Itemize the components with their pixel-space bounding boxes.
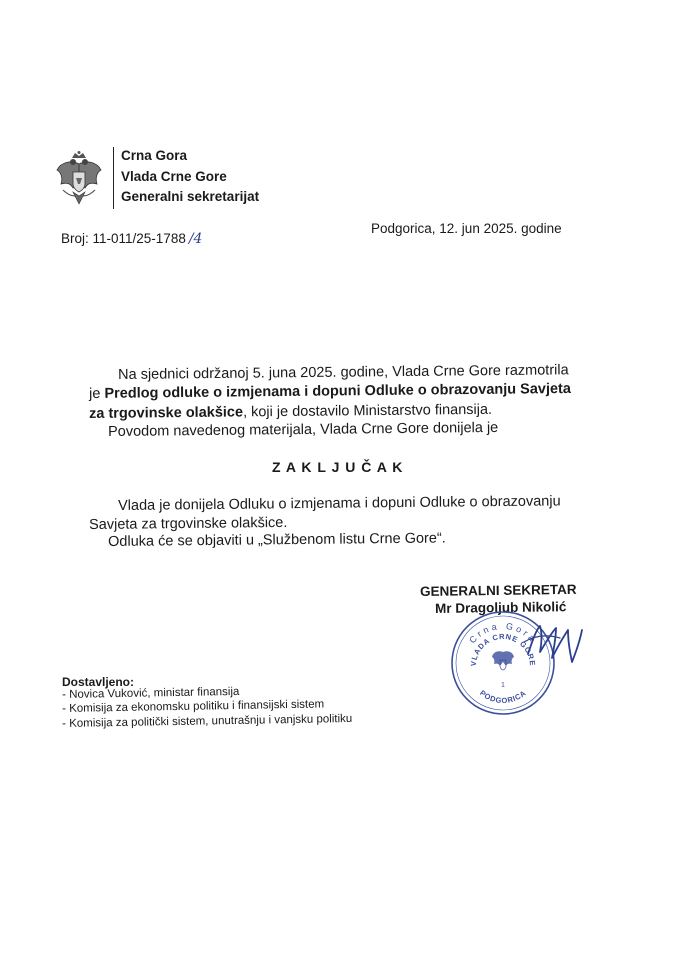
paragraph-meeting-line1: Na sjednici održanoj 5. juna 2025. godine, Vlada Crne Gore razmotrila [118, 362, 569, 383]
seal-bottom-text: PODGORICA [478, 688, 528, 706]
header-country: Crna Gora [121, 148, 188, 163]
signature-title: GENERALNI SEKRETAR [420, 581, 577, 599]
handwritten-suffix: /4 [188, 231, 203, 247]
paragraph-conclusion-line1: Vlada je donijela Odluku o izmjenama i dopuni Odluke o obrazovanju [118, 493, 561, 514]
reference-number: Broj: 11-011/25-1788 /4 [61, 231, 203, 247]
signature-name: Mr Dragoljub Nikolić [435, 599, 567, 616]
seal-number: 1 [501, 682, 505, 689]
paragraph-decision-intro: Povodom navedenog materijala, Vlada Crne Gore donijela je [108, 419, 499, 440]
paragraph-conclusion-line2: Savjeta za trgovinske olakšice. [89, 514, 288, 533]
paragraph-meeting-line2: je Predlog odluke o izmjenama i dopuni Odluke o obrazovanju Savjeta [89, 380, 571, 402]
distribution-heading: Dostavljeno: [62, 675, 135, 689]
paragraph-meeting-line3: za trgovinske olakšice, koji je dostavilo Ministarstvo finansija. [89, 401, 493, 422]
header-divider [113, 147, 114, 209]
coat-of-arms-emblem [53, 150, 105, 210]
seal-top-text: Crna Gora [467, 620, 539, 646]
header-secretariat: Generalni sekretarijat [121, 189, 260, 204]
proposal-title: Predlog odluke o izmjenama i dopuni Odluke o obrazovanju Savjeta [104, 380, 571, 402]
svg-text:PODGORICA [478, 688, 528, 705]
handwritten-signature [520, 612, 590, 672]
distribution-item: - Komisija za politički sistem, unutrašnju i vanjsku politiku [62, 712, 353, 730]
header-government: Vlada Crne Gore [121, 169, 227, 184]
distribution-item: - Novica Vuković, ministar finansija [62, 685, 240, 701]
distribution-item: - Komisija za ekonomsku politiku i finansijski sistem [62, 698, 325, 715]
paragraph-publication: Odluka će se objaviti u „Službenom listu Crne Gore“. [108, 530, 446, 550]
conclusion-heading: Z A K L J U Č A K [272, 459, 404, 475]
place-date: Podgorica, 12. jun 2025. godine [371, 221, 562, 236]
seal-middle-text: VLADA CRNE GORE [468, 631, 538, 667]
